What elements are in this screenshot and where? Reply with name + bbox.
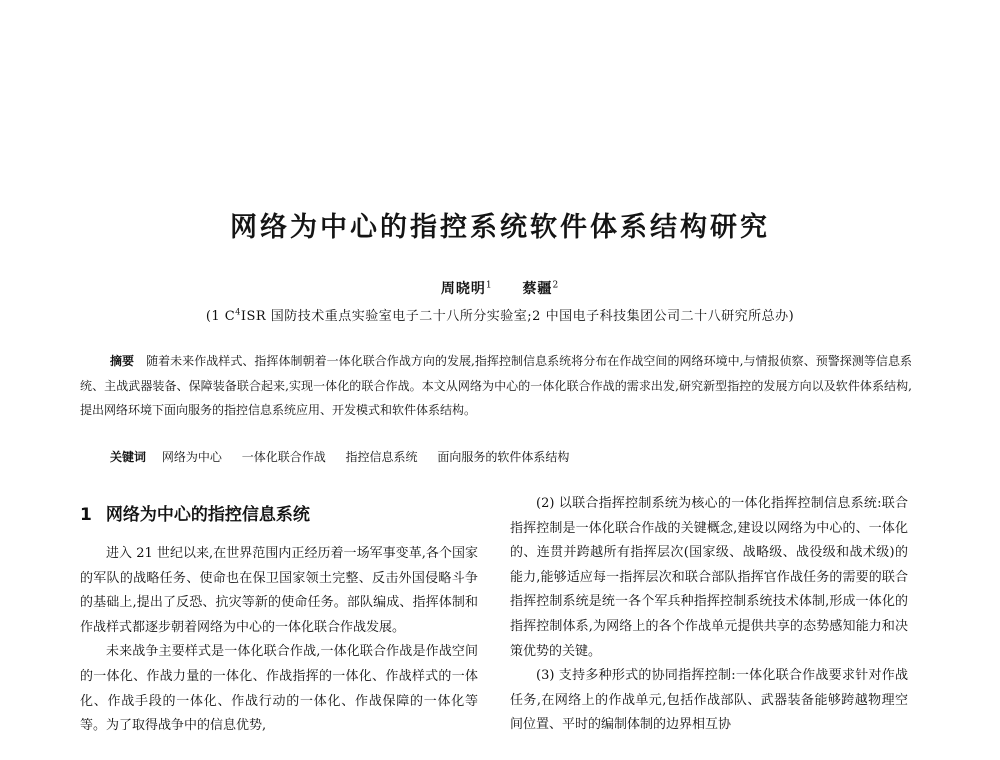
author-line — [0, 278, 1000, 298]
author-2-mark: 2 — [552, 280, 560, 291]
keywords — [110, 445, 912, 469]
paper-title: 网络为中心的指控系统软件体系结构研究 — [230, 212, 770, 243]
section-number: 1 — [80, 505, 92, 525]
section-title: 网络为中心的指控信息系统 — [105, 505, 310, 525]
body-paragraph: 进入 21 世纪以来,在世界范围内正经历着一场军事变革,各个国家的军队的战略任务、使命也在保卫国家领土完整、反击外国侵略斗争的基础上,提出了反恐、抗灾等新的使命任务。部队编成、指挥体制和作战样式都逐步朝着网络为中心的一体化联合作战发展。 — [80, 546, 478, 635]
keyword: 一体化联合作战 — [241, 450, 326, 464]
abstract-label: 摘要 — [110, 354, 135, 368]
author-1-mark: 1 — [485, 280, 493, 291]
keyword: 网络为中心 — [161, 450, 222, 464]
body-paragraph: (3) 支持多种形式的协同指挥控制:一体化联合作战要求针对作战任务,在网络上的作战单元,包括作战部队、武器装备能够跨越物理空间位置、平时的编制体制的边界相互协 — [510, 668, 908, 733]
author-1 — [441, 281, 493, 297]
left-column — [80, 492, 478, 739]
author-2-name: 蔡疆 — [522, 281, 553, 297]
body-paragraph: 未来战争主要样式是一体化联合作战,一体化联合作战是作战空间的一体化、作战力量的一体化、作战指挥的一体化、作战样式的一体化、作战手段的一体化、作战行动的一体化、作战保障的一体化等等。为了取得战争中的信息优势, — [80, 644, 478, 734]
body-paragraph: (2) 以联合指挥控制系统为核心的一体化指挥控制信息系统:联合指挥控制是一体化联合作战的关键概念,建设以网络为中心的、一体化的、连贯并跨越所有指挥层次(国家级、战略级、战役级和战术级)的能力,能够适应每一指挥层次和联合部队指挥官作战任务的需要的联合指挥控制系统是统一各个军兵种指挥控制系统技术体制,形成一体化的指挥控制体系,为网络上的各个作战单元提供共享的态势感知能力和决策优势的关键。 — [510, 496, 908, 659]
author-1-name: 周晓明 — [440, 281, 486, 297]
abstract — [80, 349, 912, 423]
abstract-text: 随着未来作战样式、指挥体制朝着一体化联合作战方向的发展,指挥控制信息系统将分布在作战空间的网络环境中,与情报侦察、预警探测等信息系统、主战武器装备、保障装备联合起来,实现一体化的联合作战。本文从网络为中心的一体化联合作战的需求出发,研究新型指控的发展方向以及软件体系结构,提出网络环境下面向服务的指控信息系统应用、开发模式和软件体系结构。 — [80, 354, 912, 417]
right-column — [510, 492, 908, 738]
affiliation-rest: ISR 国防技术重点实验室电子二十八所分实验室;2 中国电子科技集团公司二十八研究所总办) — [240, 309, 795, 324]
affiliation-prefix: (1 C — [205, 309, 236, 324]
affiliation — [0, 305, 1000, 324]
keyword: 指控信息系统 — [345, 450, 418, 464]
author-2 — [522, 281, 559, 297]
affiliation-sup: 4 — [235, 307, 241, 317]
keyword: 面向服务的软件体系结构 — [437, 450, 570, 464]
keywords-label: 关键词 — [110, 450, 147, 464]
section-heading — [80, 502, 478, 528]
